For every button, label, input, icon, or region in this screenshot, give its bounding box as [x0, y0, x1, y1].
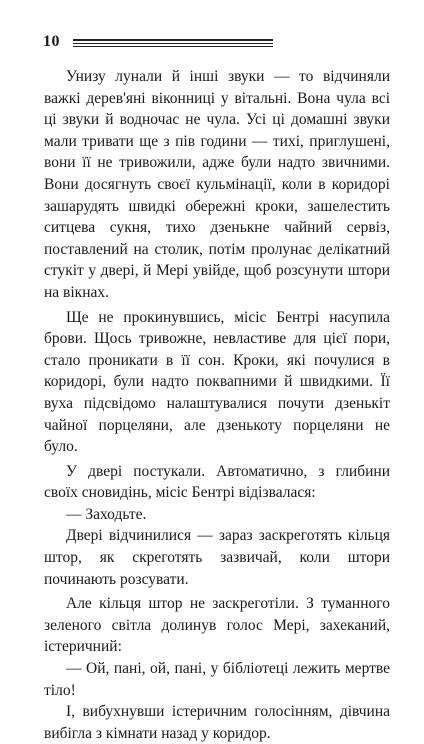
paragraph: — Ой, пані, ой, пані, у бібліотеці лежить мертве тіло! — [44, 660, 390, 699]
paragraph: Унизу лунали й інші звуки — то відчиняли важкі дерев'яні віконниці у вітальні. Вона чула всі ці звуки й водночас не чула. Усі ці домашні звуки мали тривати ще з пів години — тихі, приглушені, вони її не тривожили, адже були надто звичними. Вони досягнуть своєї кульмінації, коли в коридорі зашарудять швидкі обережні кроки, зашелестить ситцева сукня, тихо дзенькне чайний сервіз, поставлений на столик, потім пролунає делікатний стукіт у двері, й Мері увійде, щоб розсунути штори на вікнах. — [44, 68, 390, 301]
header-rule — [73, 39, 273, 41]
paragraph: — Заходьте. — [66, 505, 147, 523]
paragraph: І, вибухнувши істеричним голосінням, дівчина вибігла з кімнати назад у коридор. — [44, 703, 390, 742]
header-rule — [73, 43, 273, 44]
paragraph: Двері відчинилися — зараз заскреготять кільця штор, як скреготять зазвичай, коли штори починають розсувати. — [44, 527, 390, 588]
paragraph: У двері постукали. Автоматично, з глибини своїх сновидінь, місіс Бентрі відізвалася: — [44, 462, 390, 502]
page-header — [43, 34, 243, 50]
page-number: 10 — [43, 33, 60, 50]
paragraph: Ще не прокинувшись, місіс Бентрі насупила брови. Щось тривожне, невластиве для цієї пори, стало проникати в її сон. Кроки, які почулися в коридорі, були надто поквапними й швидкими. Її вуха підсвідомо налаштувалися почути дзенькіт чайної порцеляни, але дзенькоту порцеляни не було. — [44, 308, 390, 456]
body-text — [44, 66, 390, 744]
paragraph: Але кільця штор не заскреготіли. З туманного зеленого світла долинув голос Мері, захеканий, істеричний: — [44, 595, 390, 656]
header-rule — [73, 46, 273, 47]
